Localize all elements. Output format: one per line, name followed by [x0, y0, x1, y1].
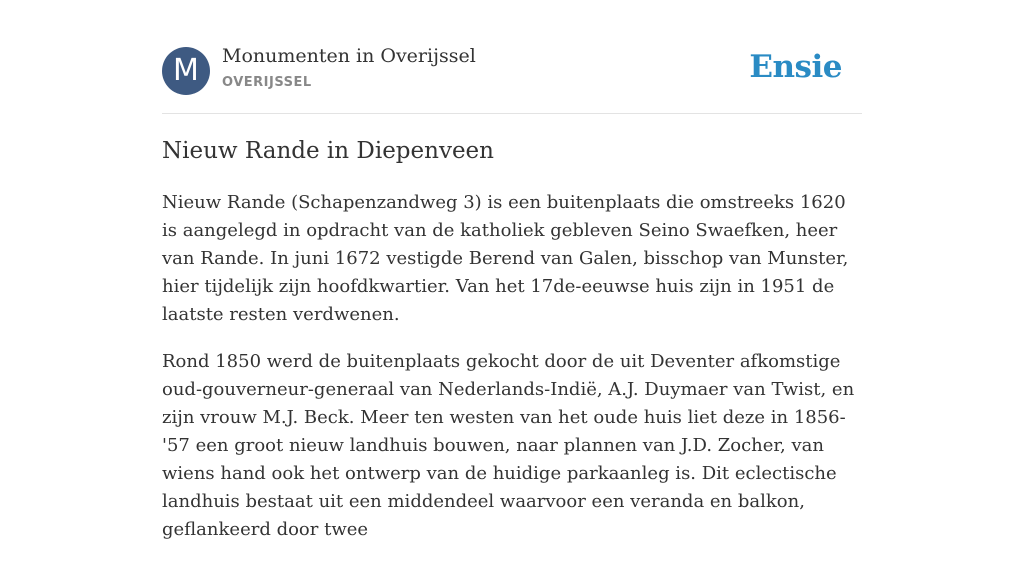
collection-subtitle: OVERIJSSEL [222, 75, 312, 90]
ensie-logo[interactable]: Ensie [749, 49, 842, 85]
collection-avatar[interactable]: M [162, 47, 210, 95]
article-paragraph: Nieuw Rande (Schapenzandweg 3) is een buitenplaats die omstreeks 1620 is aangelegd in opdracht van de katholiek gebleven Seino Swaefken, heer van Rande. In juni 1672 vestigde Berend van Galen, bisschop van Munster, hier tijdelijk zijn hoofdkwartier. Van het 17de-eeuwse huis zijn in 1951 de laatste resten verdwenen. [162, 192, 849, 325]
collection-header [162, 0, 862, 114]
collection-title[interactable]: Monumenten in Overijssel [222, 45, 476, 67]
ensie-card [162, 0, 862, 540]
article-body [162, 189, 862, 563]
article-paragraph: Rond 1850 werd de buitenplaats gekocht door de uit Deventer afkomstige oud-gouverneur-generaal van Nederlands-Indië, A.J. Duymaer van Twist, en zijn vrouw M.J. Beck. Meer ten westen van het oude huis liet deze in 1856-'57 een groot nieuw landhuis bouwen, naar plannen van J.D. Zocher, van wiens hand ook het ontwerp van de huidige parkaanleg is. Dit eclectische landhuis bestaat uit een middendeel waarvoor een veranda en balkon, geflankeerd door twee [162, 351, 855, 540]
article-title: Nieuw Rande in Diepenveen [162, 138, 494, 164]
